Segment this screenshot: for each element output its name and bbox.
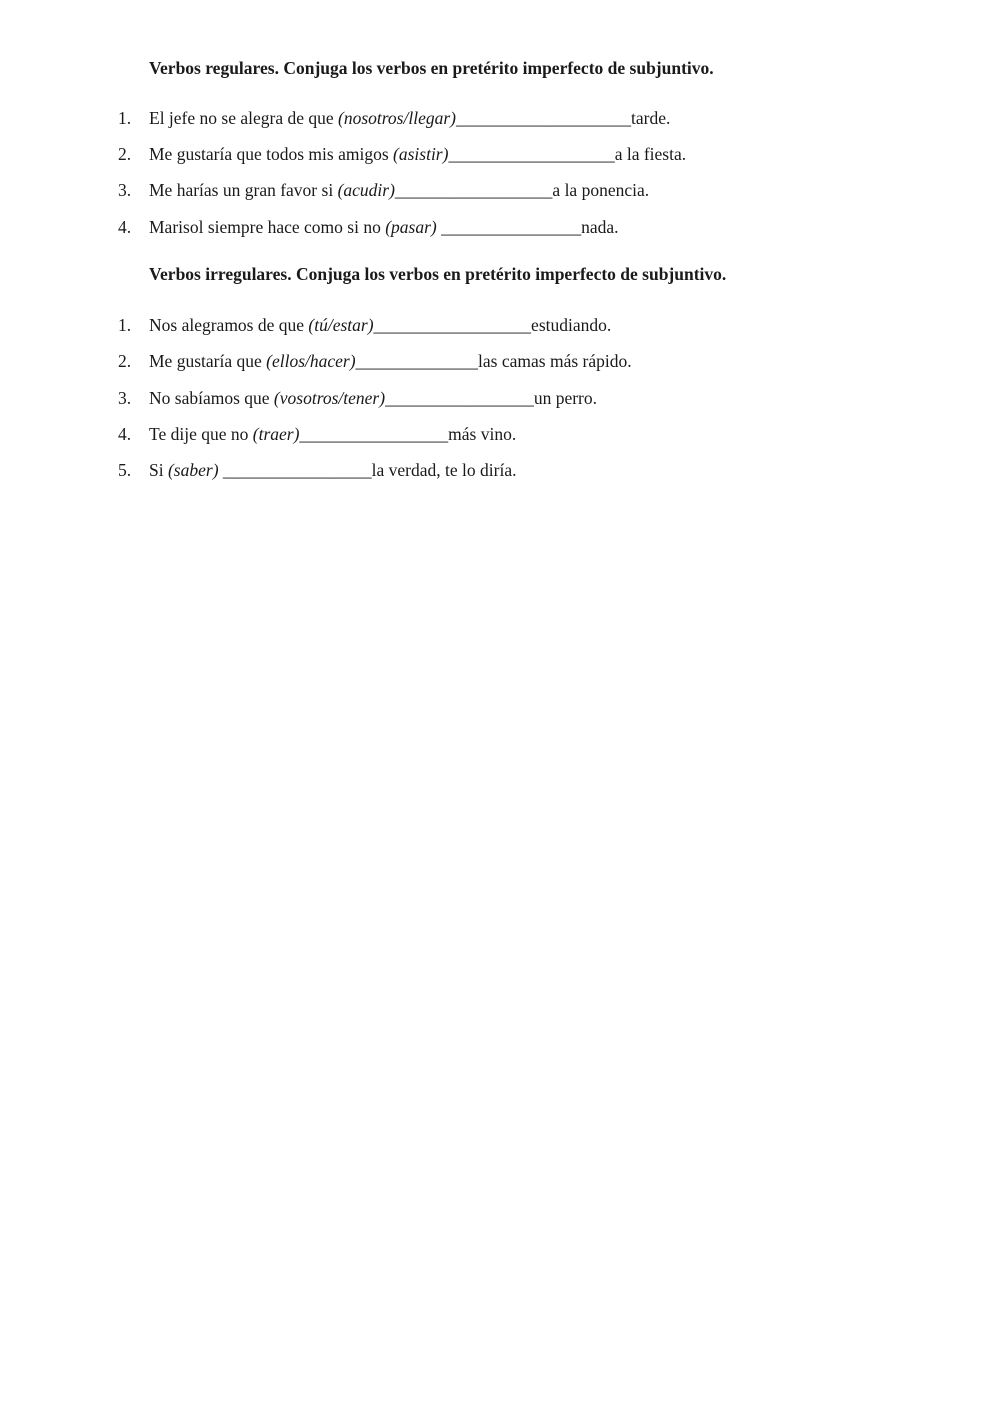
- item-text-before: Me gustaría que: [149, 351, 267, 371]
- irregular-item-2: [118, 350, 632, 372]
- answer-blank[interactable]: ______________: [355, 351, 479, 371]
- item-number: 2.: [118, 144, 132, 164]
- item-number: 5.: [118, 460, 132, 480]
- item-text-before: Nos alegramos de que: [149, 315, 309, 335]
- answer-blank[interactable]: ____________________: [455, 108, 631, 128]
- answer-blank[interactable]: _________________: [218, 460, 372, 480]
- item-text-after: a la ponencia.: [552, 180, 650, 200]
- item-text-before: Me gustaría que todos mis amigos: [149, 144, 394, 164]
- irregular-item-3: [118, 387, 597, 409]
- item-number: 4.: [118, 217, 132, 237]
- regular-item-1: [118, 107, 670, 129]
- item-number: 2.: [118, 351, 132, 371]
- item-text-after: las camas más rápido.: [478, 351, 632, 371]
- verb-hint: (pasar): [385, 217, 437, 237]
- verb-hint: (traer): [252, 424, 300, 444]
- item-number: 1.: [118, 315, 132, 335]
- item-text-before: No sabíamos que: [149, 388, 274, 408]
- verb-hint: (asistir): [393, 144, 449, 164]
- item-number: 3.: [118, 180, 132, 200]
- verb-hint: (acudir): [337, 180, 395, 200]
- item-text-after: un perro.: [533, 388, 597, 408]
- answer-blank[interactable]: _________________: [385, 388, 534, 408]
- item-text-after: estudiando.: [531, 315, 612, 335]
- regular-item-2: [118, 143, 686, 165]
- irregular-item-4: [118, 423, 516, 445]
- verb-hint: (ellos/hacer): [266, 351, 356, 371]
- item-number: 4.: [118, 424, 132, 444]
- item-text-after: a la fiesta.: [614, 144, 687, 164]
- answer-blank[interactable]: ________________: [436, 217, 582, 237]
- regular-item-4: [118, 216, 619, 238]
- item-number: 1.: [118, 108, 132, 128]
- answer-blank[interactable]: __________________: [373, 315, 532, 335]
- item-text-after: tarde.: [630, 108, 671, 128]
- regular-item-3: [118, 179, 649, 201]
- answer-blank[interactable]: ___________________: [448, 144, 615, 164]
- item-text-after: la verdad, te lo diría.: [371, 460, 517, 480]
- section-irregular-title: Verbos irregulares. Conjuga los verbos en pretérito imperfecto de subjuntivo.: [149, 264, 727, 284]
- item-text-before: El jefe no se alegra de que: [149, 108, 339, 128]
- item-text-before: Te dije que no: [149, 424, 253, 444]
- irregular-item-1: [118, 314, 611, 336]
- answer-blank[interactable]: __________________: [394, 180, 553, 200]
- irregular-item-5: [118, 459, 516, 481]
- verb-hint: (vosotros/tener): [273, 388, 386, 408]
- verb-hint: (nosotros/llegar): [338, 108, 456, 128]
- item-number: 3.: [118, 388, 132, 408]
- item-text-after: más vino.: [448, 424, 517, 444]
- item-text-after: nada.: [581, 217, 619, 237]
- item-text-before: Si: [149, 460, 168, 480]
- answer-blank[interactable]: _________________: [299, 424, 449, 444]
- verb-hint: (saber): [167, 460, 219, 480]
- section-regular-title: Verbos regulares. Conjuga los verbos en pretérito imperfecto de subjuntivo.: [149, 58, 714, 78]
- item-text-before: Me harías un gran favor si: [149, 180, 338, 200]
- verb-hint: (tú/estar): [308, 315, 374, 335]
- item-text-before: Marisol siempre hace como si no: [149, 217, 386, 237]
